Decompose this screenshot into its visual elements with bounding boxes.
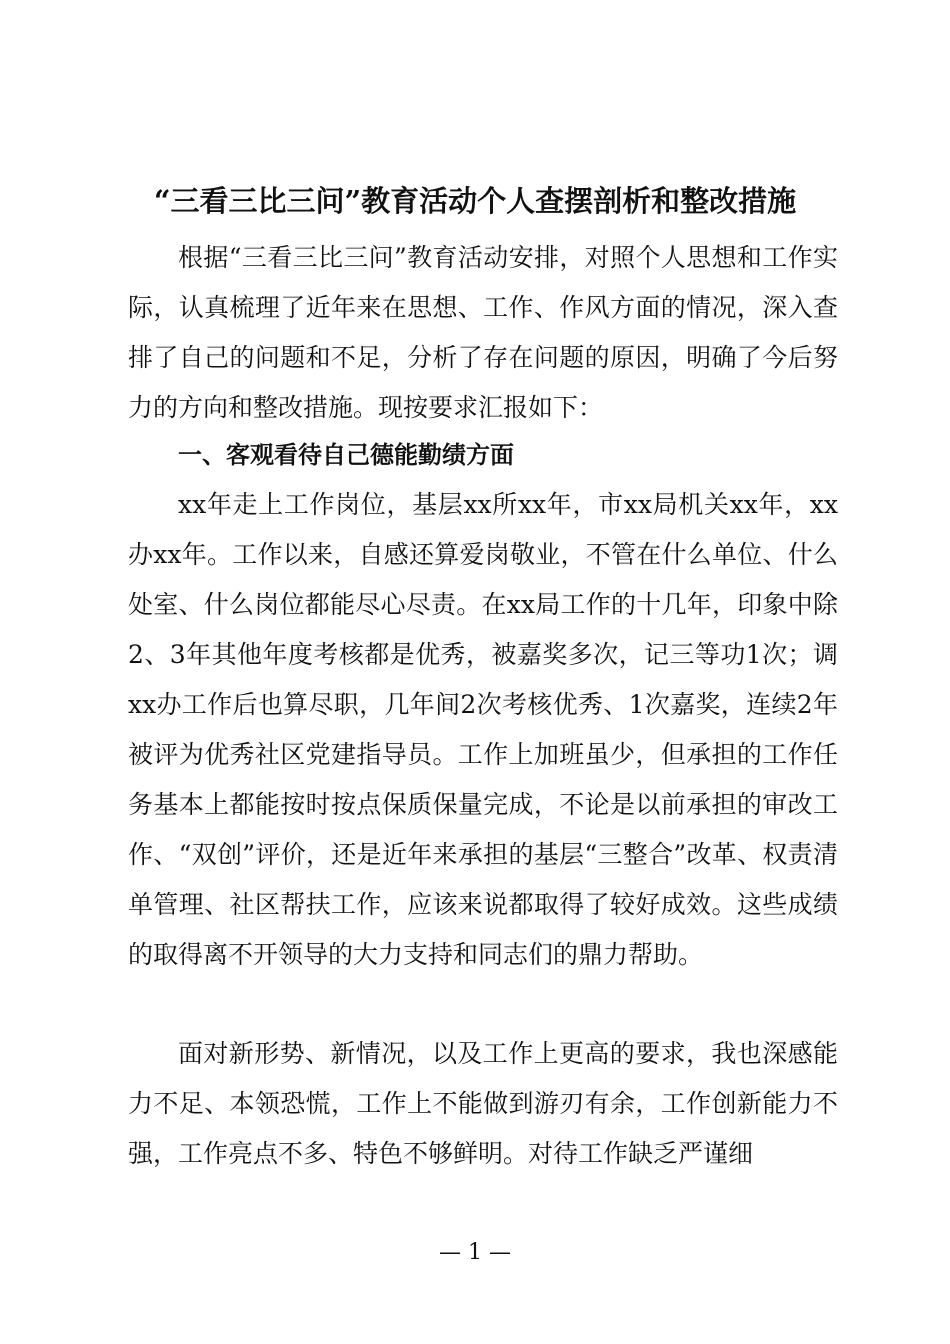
- document-title: “三看三比三问”教育活动个人查摆剖析和整改措施: [153, 184, 797, 218]
- page-number: — 1 —: [439, 1240, 511, 1265]
- body-paragraph: xx年走上工作岗位，基层xx所xx年，市xx局机关xx年，xx办xx年。工作以来，自感还算爱岗敬业，不管在什么单位、什么处室、什么岗位都能尽心尽责。在xx局工作的十几年，印象中除2、3年其他年度考核都是优秀，被嘉奖多次，记三等功1次；调xx办工作后也算尽职，几年间2次考核优秀、1次嘉奖，连续2年被评为优秀社区党建指导员。工作上加班虽少，但承担的工作任务基本上都能按时按点保质保量完成，不论是以前承担的审改工作、“双创”评价，还是近年来承担的基层“三整合”改革、权责清单管理、社区帮扶工作，应该来说都取得了较好成效。这些成绩的取得离不开领导的大力支持和同志们的鼎力帮助。: [128, 490, 838, 969]
- intro-paragraph: 根据“三看三比三问”教育活动安排，对照个人思想和工作实际，认真梳理了近年来在思想、工作、作风方面的情况，深入查排了自己的问题和不足，分析了存在问题的原因，明确了今后努力的方向和整改措施。现按要求汇报如下：: [128, 243, 838, 422]
- section-heading: 一、客观看待自己德能勤绩方面: [178, 441, 514, 469]
- body-paragraph: 面对新形势、新情况，以及工作上更高的要求，我也深感能力不足、本领恐慌，工作上不能做到游刃有余，工作创新能力不强，工作亮点不多、特色不够鲜明。对待工作缺乏严谨细: [128, 1039, 838, 1168]
